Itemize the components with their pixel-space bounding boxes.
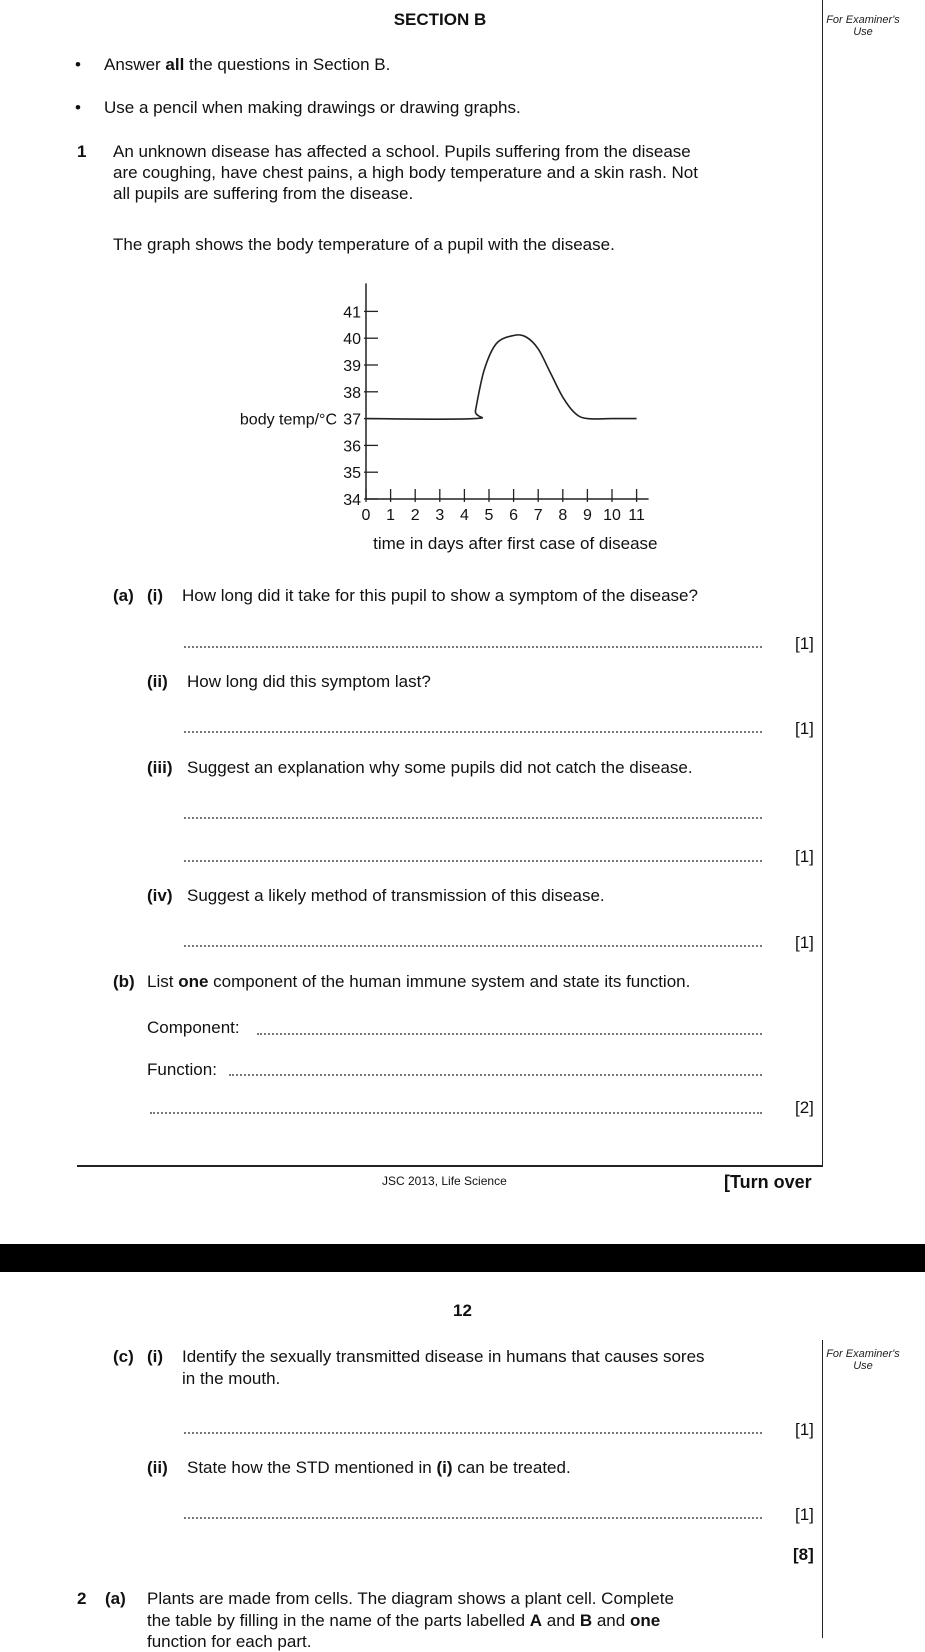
question-2-number: 2: [77, 1589, 87, 1608]
y-tick-label: 38: [343, 384, 361, 402]
part-ci-label: (i): [147, 1347, 164, 1366]
question-2a-label: (a): [105, 1589, 126, 1608]
temperature-chart: [0, 0, 925, 570]
part-aii-label: (ii): [147, 672, 168, 691]
part-ci-line-1: Identify the sexually transmitted disease in humans that causes sores: [182, 1347, 705, 1366]
answer-line-aii[interactable]: [184, 731, 762, 733]
question-intro-line-1: An unknown disease has affected a school. Pupils suffering from the disease: [113, 142, 691, 161]
part-aiii-text: Suggest an explanation why some pupils did not catch the disease.: [187, 758, 693, 777]
instruction-2: Use a pencil when making drawings or drawing graphs.: [104, 98, 521, 117]
part-b-label: (b): [113, 972, 135, 991]
x-tick-label: 10: [603, 507, 621, 524]
y-tick-label: 39: [343, 358, 361, 375]
mark-aii: [1]: [795, 719, 814, 738]
y-tick-label: 35: [343, 465, 361, 483]
chart-layer: [240, 283, 658, 553]
x-tick-label: 9: [582, 507, 592, 524]
part-cii-text: State how the STD mentioned in (i) can be treated.: [187, 1458, 571, 1477]
footer-source: JSC 2013, Life Science: [382, 1174, 507, 1188]
y-tick-label: 36: [343, 438, 361, 456]
question-number: 1: [77, 142, 87, 161]
mark-aiii: [1]: [795, 847, 814, 866]
component-answer-line[interactable]: [257, 1033, 762, 1035]
answer-line-ci[interactable]: [184, 1432, 762, 1434]
mark-b: [2]: [795, 1098, 814, 1117]
answer-line-ai[interactable]: [184, 646, 762, 648]
mark-aiv: [1]: [795, 933, 814, 952]
part-aiii-label: (iii): [147, 758, 173, 777]
mark-ai: [1]: [795, 634, 814, 653]
y-axis-label: body temp/°C: [239, 411, 337, 429]
part-a-label: (a): [113, 586, 134, 605]
x-tick-label: 6: [509, 507, 519, 524]
temperature-series-line: [366, 335, 637, 419]
total-mark: [8]: [793, 1545, 814, 1564]
part-aiv-text: Suggest a likely method of transmission of this disease.: [187, 886, 605, 905]
answer-line-aiii-2[interactable]: [184, 860, 762, 862]
y-tick-label: 37: [343, 411, 361, 429]
bullet: •: [75, 98, 81, 117]
examiner-use-label: [823, 1348, 903, 1372]
part-b-text: List one component of the human immune system and state its function.: [147, 972, 691, 991]
part-c-label: (c): [113, 1347, 134, 1366]
answer-line-aiii-1[interactable]: [184, 817, 762, 819]
part-aiv-label: (iv): [147, 886, 173, 905]
bullet: •: [75, 55, 81, 74]
mark-ci: [1]: [795, 1420, 814, 1439]
x-tick-label: 11: [628, 507, 645, 524]
x-tick-label: 2: [410, 507, 420, 524]
part-cii-label: (ii): [147, 1458, 168, 1477]
page-number: 12: [453, 1301, 472, 1320]
part-aii-text: How long did this symptom last?: [187, 672, 431, 691]
y-tick-label: 40: [343, 331, 361, 349]
examiner-label-line1: For Examiner's: [826, 1348, 900, 1360]
x-tick-label: 0: [361, 507, 371, 524]
answer-line-cii[interactable]: [184, 1517, 762, 1519]
instruction-1: Answer all the questions in Section B.: [104, 55, 391, 74]
turn-over: [Turn over: [724, 1172, 812, 1192]
question-2a-line-1: Plants are made from cells. The diagram shows a plant cell. Complete: [147, 1589, 674, 1608]
examiner-label-line2: Use: [853, 1360, 873, 1372]
part-ai-text: How long did it take for this pupil to show a symptom of the disease?: [182, 586, 698, 605]
x-axis-label: time in days after first case of disease: [373, 534, 658, 553]
answer-line-aiv[interactable]: [184, 945, 762, 947]
component-label: Component:: [147, 1018, 240, 1037]
function-answer-line-1[interactable]: [229, 1074, 762, 1076]
question-2a-line-3: function for each part.: [147, 1632, 312, 1651]
section-title: SECTION B: [393, 10, 487, 29]
examiner-label-line2: Use: [853, 26, 873, 38]
page-separator: [0, 1244, 925, 1272]
x-tick-label: 4: [459, 507, 469, 524]
x-tick-label: 5: [484, 507, 494, 524]
function-label: Function:: [147, 1060, 217, 1079]
x-tick-label: 7: [533, 507, 543, 524]
x-tick-label: 8: [558, 507, 568, 524]
function-answer-line-2[interactable]: [150, 1112, 762, 1114]
question-2a-line-2: the table by filling in the name of the parts labelled A and B and one: [147, 1611, 661, 1630]
part-ai-label: (i): [147, 586, 164, 605]
mark-cii: [1]: [795, 1505, 814, 1524]
question-intro-line-3: all pupils are suffering from the disease.: [113, 184, 414, 203]
graph-intro: The graph shows the body temperature of a pupil with the disease.: [113, 235, 615, 254]
examiner-label-line1: For Examiner's: [826, 14, 900, 26]
examiner-margin-line: [822, 1340, 823, 1638]
page-bottom-rule: [77, 1165, 823, 1167]
y-tick-label: 41: [343, 304, 361, 322]
question-intro-line-2: are coughing, have chest pains, a high body temperature and a skin rash. Not: [113, 163, 698, 182]
x-tick-label: 3: [435, 507, 445, 524]
x-tick-label: 1: [386, 507, 396, 524]
y-tick-label: 34: [343, 492, 361, 509]
part-ci-line-2: in the mouth.: [182, 1369, 281, 1388]
